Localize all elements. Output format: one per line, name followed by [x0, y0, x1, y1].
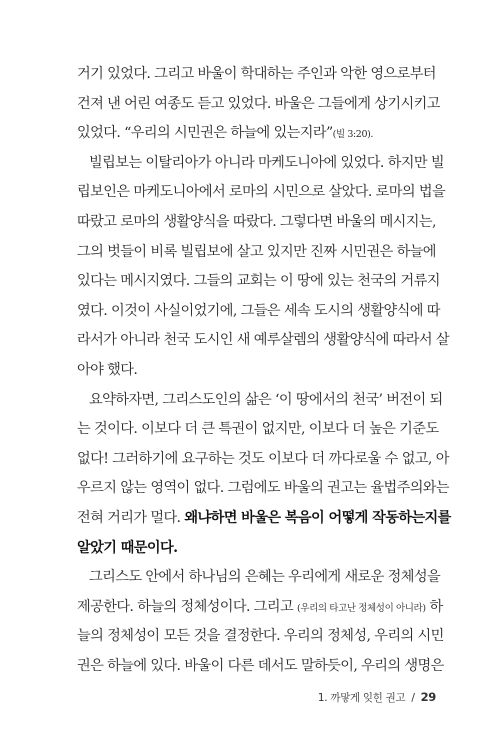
text-line [77, 297, 447, 327]
text-line-content: 요약하자면, 그리스도인의 삶은 ‘이 땅에서의 천국’ 버전이 되 [89, 391, 443, 408]
text-line-content: 하 [425, 598, 443, 615]
parenthetical-note: (우리의 타고난 정체성이 아니라) [297, 602, 426, 614]
text-line [77, 415, 447, 445]
text-line [77, 326, 450, 356]
text-line-content: 그리스도 안에서 하나님의 은혜는 우리에게 새로운 정체성을 [89, 569, 441, 586]
text-line-content: 빌립보는 이탈리아가 아니라 마케도니아에 있었다. 하지만 빌 [89, 154, 444, 171]
text-line-content: 건져 낸 어린 여종도 듣고 있었다. 바울은 그들에게 상기시키고 [77, 95, 440, 112]
text-line [77, 60, 447, 90]
running-footer [318, 690, 436, 705]
text-line [77, 622, 447, 652]
footer-separator: / [411, 692, 415, 704]
emphasis-text: 왜냐하면 바울은 복음이 어떻게 작동하는지를 [184, 509, 451, 526]
text-line [77, 474, 450, 504]
text-line-content: 있다는 메시지였다. 그들의 교회는 이 땅에 있는 천국의 거류지 [77, 273, 440, 290]
text-line-content: 없다! 그러하기에 요구하는 것도 이보다 더 까다로울 수 없고, 아 [77, 450, 449, 467]
text-line [77, 119, 447, 149]
text-line [77, 386, 447, 416]
body-text [77, 60, 451, 681]
text-line [77, 178, 447, 208]
text-line-content: 라서가 아니라 천국 도시인 새 예루살렘의 생활양식에 따라서 살 [77, 332, 450, 349]
text-line [77, 445, 447, 475]
text-line [77, 90, 447, 120]
text-line [77, 149, 447, 179]
text-line-content: 는 것이다. 이보다 더 큰 특권이 없지만, 이보다 더 높은 기준도 [77, 421, 439, 438]
text-line [77, 238, 447, 268]
text-line-content: 립보인은 마케도니아에서 로마의 시민으로 살았다. 로마의 법을 [77, 184, 446, 201]
text-line-content: 늘의 정체성이 모든 것을 결정한다. 우리의 정체성, 우리의 시민 [77, 628, 444, 645]
chapter-title: 1. 까맣게 잊힌 권고 [317, 692, 406, 704]
text-line-content: 따랐고 로마의 생활양식을 따랐다. 그렇다면 바울의 메시지는, [77, 213, 436, 230]
text-line-content: 아야 했다. [77, 361, 138, 378]
text-line-content: 거기 있었다. 그리고 바울이 학대하는 주인과 악한 영으로부터 [77, 66, 436, 82]
text-line [77, 563, 447, 593]
text-line-content: 전혀 거리가 멀다. [77, 509, 185, 526]
quote-text: 있었다. “우리의 시민권은 하늘에 있는지라” [77, 125, 333, 142]
text-line [77, 504, 451, 534]
text-line-content: 우르지 않는 영역이 없다. 그럼에도 바울의 권고는 율법주의와는 [77, 480, 450, 497]
emphasis-text: 알았기 때문이다. [77, 539, 178, 556]
text-line [77, 267, 447, 297]
text-line [77, 534, 447, 564]
text-line-content: 제공한다. 하늘의 정체성이다. 그리고 [77, 598, 298, 615]
text-line-content: 였다. 이것이 사실이었기에, 그들은 세속 도시의 생활양식에 따 [77, 302, 440, 319]
text-line [77, 208, 447, 238]
scripture-citation: (빌 3:20). [332, 129, 374, 141]
text-line [77, 652, 447, 682]
text-line-content: 그의 벗들이 비록 빌립보에 살고 있지만 진짜 시민권은 하늘에 [77, 243, 436, 260]
text-line [77, 593, 447, 623]
text-line [77, 356, 447, 386]
text-line-content: 권은 하늘에 있다. 바울이 다른 데서도 말하듯이, 우리의 생명은 [77, 657, 444, 674]
page-number: 29 [420, 690, 436, 704]
